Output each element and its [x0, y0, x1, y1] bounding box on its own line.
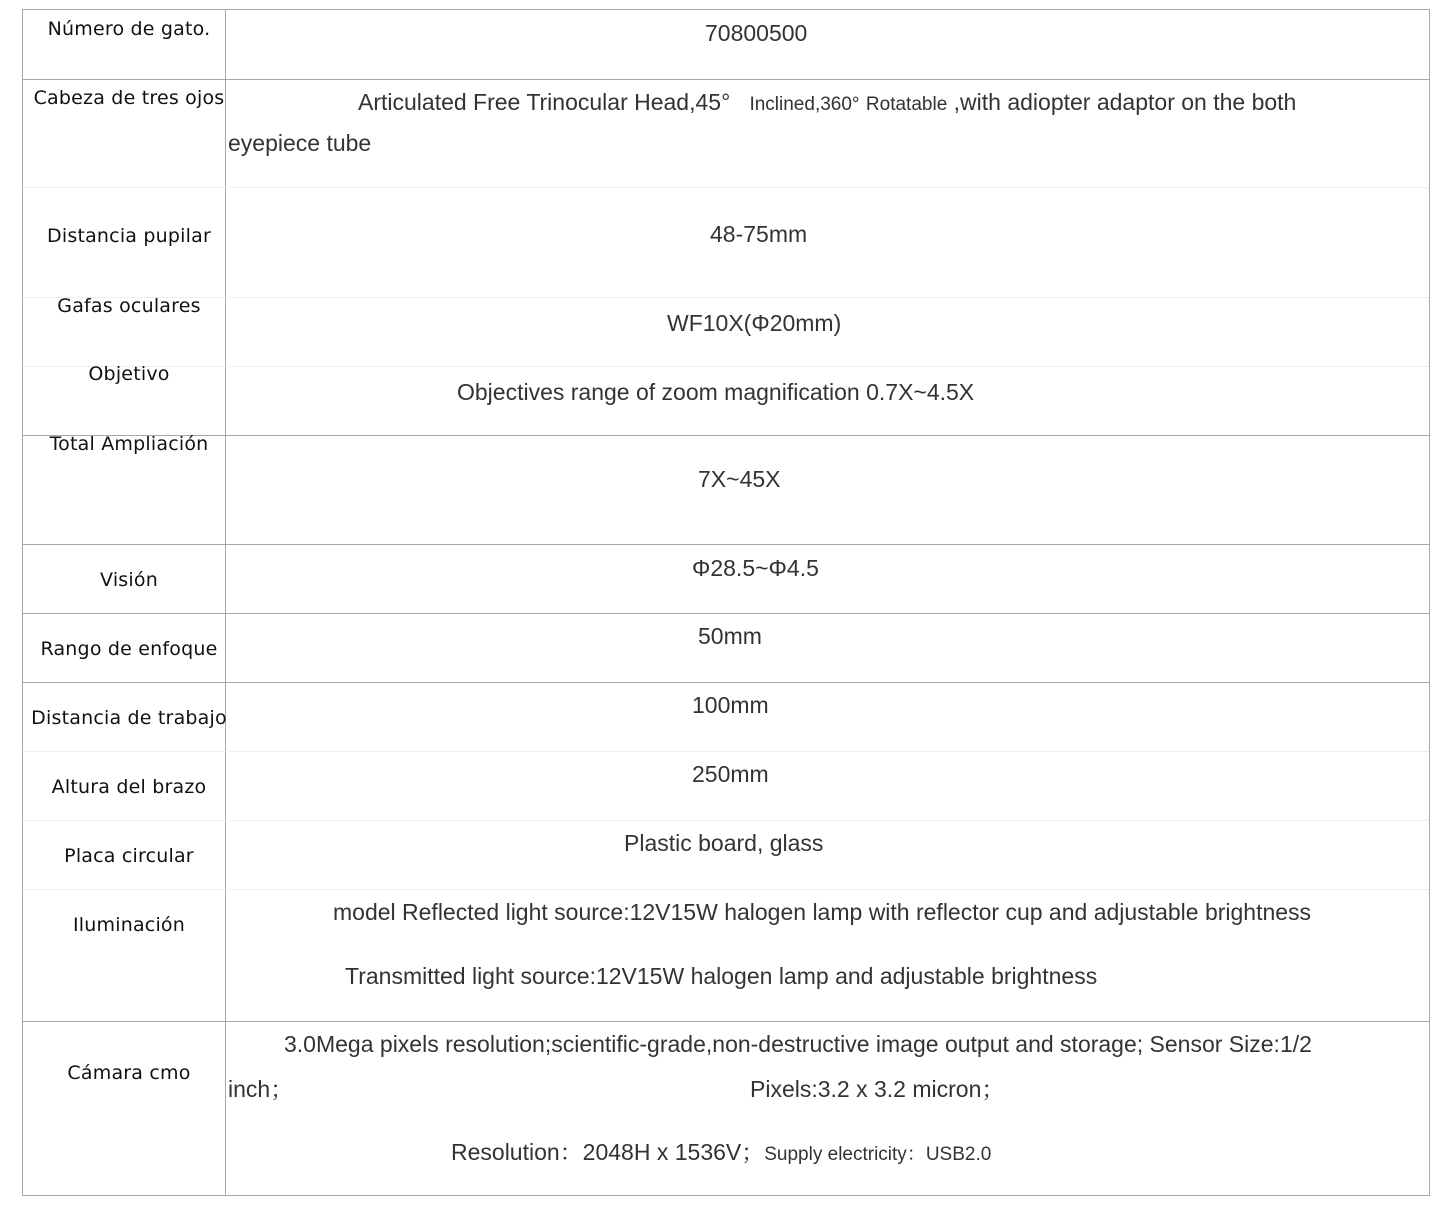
row-value-line-2: eyepiece tube — [228, 130, 372, 156]
row-value: 7X~45X — [698, 466, 781, 492]
row-value: 48-75mm — [710, 221, 808, 247]
row-label: Iluminación — [73, 914, 185, 936]
table-row — [23, 820, 1429, 890]
table-row — [23, 1021, 1429, 1196]
row-label: Distancia de trabajo — [31, 707, 227, 729]
row-value: 50mm — [698, 623, 762, 649]
row-label: Número de gato. — [47, 18, 211, 40]
table-row — [23, 544, 1429, 614]
row-value-line-2b: Pixels:3.2 x 3.2 micron； — [750, 1076, 1005, 1102]
row-value-line-1: Articulated Free Trinocular Head,45° Inclined,360° Rotatable ,with adiopter adaptor on the both — [358, 89, 1297, 115]
row-value: Objectives range of zoom magnification 0.7X~4.5X — [457, 379, 975, 405]
table-row — [23, 889, 1429, 1022]
row-label: Altura del brazo — [51, 776, 207, 798]
row-label: Objetivo — [88, 363, 170, 385]
row-label: Rango de enfoque — [40, 638, 218, 660]
row-label: Gafas oculares — [57, 295, 201, 317]
row-label: Placa circular — [64, 845, 194, 867]
row-value-line-2: Transmitted light source:12V15W halogen lamp and adjustable brightness — [345, 963, 1098, 989]
table-row — [23, 297, 1429, 367]
row-value-line-1: 3.0Mega pixels resolution;scientific-grade,non-destructive image output and storage; Sensor Size:1/2 — [284, 1031, 1312, 1057]
table-row — [23, 751, 1429, 821]
row-value-line-2a: inch； — [228, 1076, 294, 1102]
row-value-line-3: Resolution：2048H x 1536V；Supply electricity：USB2.0 — [451, 1139, 992, 1165]
table-row — [23, 363, 1429, 436]
row-label: Cabeza de tres ojos — [33, 87, 225, 109]
row-value: 70800500 — [705, 20, 808, 46]
row-label: Total Ampliación — [49, 433, 209, 455]
row-label: Distancia pupilar — [47, 225, 211, 247]
spec-table — [22, 9, 1430, 1196]
table-row — [23, 10, 1429, 79]
row-value-line-1: model Reflected light source:12V15W halogen lamp with reflector cup and adjustable brightness — [333, 899, 1312, 925]
table-row — [23, 435, 1429, 545]
row-value: Plastic board, glass — [624, 830, 824, 856]
row-value: WF10X(Φ20mm) — [667, 310, 842, 336]
table-row — [23, 613, 1429, 683]
table-row — [23, 682, 1429, 752]
row-value: 100mm — [692, 692, 769, 718]
row-value: Φ28.5~Φ4.5 — [692, 555, 819, 581]
row-value: 250mm — [692, 761, 769, 787]
row-label: Visión — [100, 569, 158, 591]
table-row — [23, 79, 1429, 188]
row-label: Cámara cmo — [67, 1062, 191, 1084]
table-row — [23, 187, 1429, 298]
